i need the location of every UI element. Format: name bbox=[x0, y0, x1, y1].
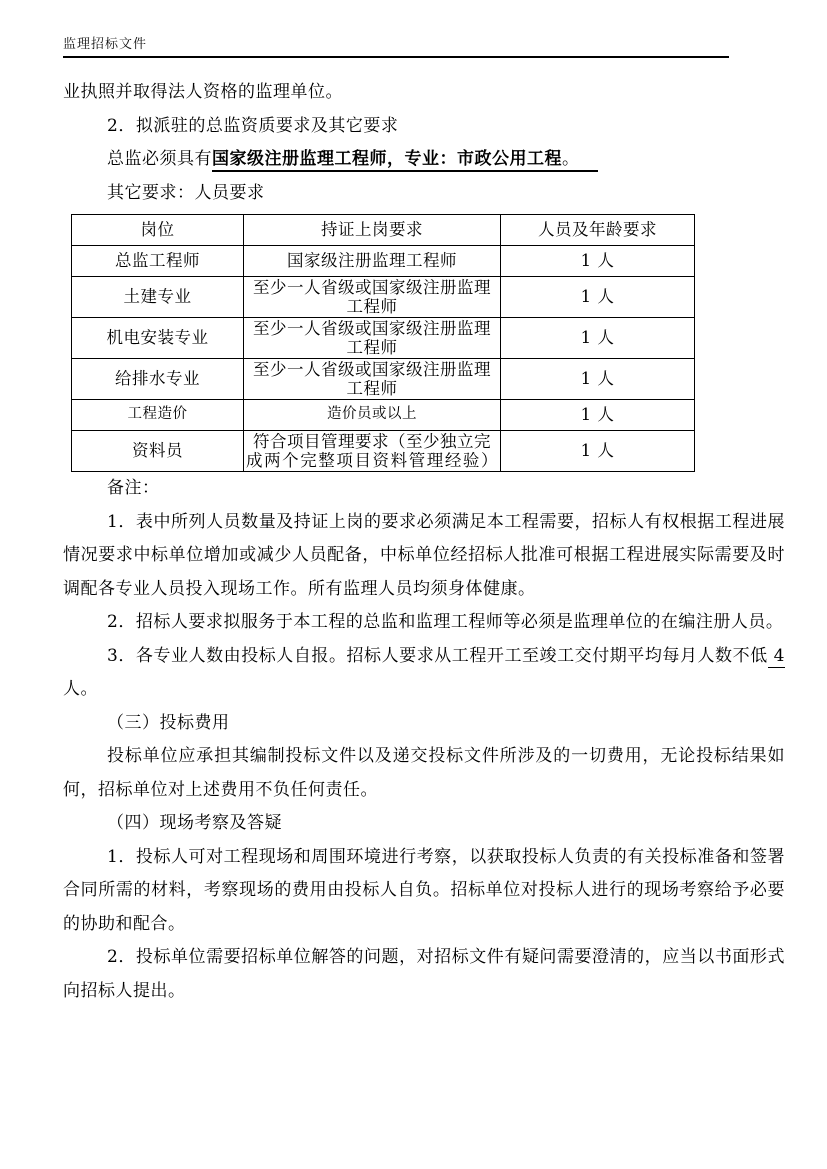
table-row-cost-engineering bbox=[72, 400, 695, 431]
table-row-documentation-clerk bbox=[72, 431, 695, 472]
document-body bbox=[63, 76, 785, 1008]
table-header-row bbox=[72, 215, 695, 246]
chief-requirement-emphasis: 国家级注册监理工程师，专业：市政公用工程 bbox=[212, 149, 562, 172]
column-header-post: 岗位 bbox=[72, 215, 244, 246]
page-header bbox=[63, 36, 729, 58]
paragraph-license-continuation: 业执照并取得法人资格的监理单位。 bbox=[63, 82, 343, 102]
cell-post: 总监工程师 bbox=[72, 246, 244, 277]
header-title: 监理招标文件 bbox=[63, 37, 148, 52]
section-3-title: （三）投标费用 bbox=[107, 712, 230, 733]
column-header-headcount: 人员及年龄要求 bbox=[501, 215, 695, 246]
cell-post: 工程造价 bbox=[72, 400, 244, 431]
section-4-paragraph-1: 1．投标人可对工程现场和周围环境进行考察，以获取投标人负责的有关投标准备和签署合同所需的材料，考察现场的费用由投标人自负。招标单位对投标人进行的现场考察给予必要的协助和配合。 bbox=[63, 846, 785, 934]
cell-count: 1 人 bbox=[501, 431, 695, 472]
cell-requirement: 至少一人省级或国家级注册监理工程师 bbox=[244, 277, 501, 318]
cell-post: 机电安装专业 bbox=[72, 318, 244, 359]
cell-requirement: 造价员或以上 bbox=[244, 400, 501, 431]
cell-post: 给排水专业 bbox=[72, 359, 244, 400]
note-3-underlined-number: 4 bbox=[767, 645, 785, 666]
chief-requirement-period: 。 bbox=[562, 149, 598, 172]
paragraph-chief-supervisor-requirement bbox=[63, 143, 785, 177]
note-3-text: 3．各专业人数由投标人自报。招标人要求从工程开工至竣工交付期平均每月人数不低 bbox=[107, 645, 768, 666]
cell-post: 资料员 bbox=[72, 431, 244, 472]
table-row-water-drainage bbox=[72, 359, 695, 400]
cell-count: 1 人 bbox=[501, 246, 695, 277]
section-3-body: 投标单位应承担其编制投标文件以及递交投标文件所涉及的一切费用，无论投标结果如何，招标单位对上述费用不负任何责任。 bbox=[63, 746, 785, 800]
cell-count: 1 人 bbox=[501, 359, 695, 400]
cell-requirement: 符合项目管理要求（至少独立完成两个完整项目资料管理经验） bbox=[244, 431, 501, 472]
column-header-certification: 持证上岗要求 bbox=[244, 215, 501, 246]
cell-post: 土建专业 bbox=[72, 277, 244, 318]
cell-count: 1 人 bbox=[501, 400, 695, 431]
cell-requirement: 国家级注册监理工程师 bbox=[244, 246, 501, 277]
notes-label: 备注： bbox=[107, 478, 160, 498]
cell-count: 1 人 bbox=[501, 277, 695, 318]
chief-requirement-intro: 总监必须具有 bbox=[107, 149, 212, 169]
header-rule bbox=[63, 56, 729, 58]
table-row-chief-engineer bbox=[72, 246, 695, 277]
cell-requirement: 至少一人省级或国家级注册监理工程师 bbox=[244, 359, 501, 400]
cell-requirement: 至少一人省级或国家级注册监理工程师 bbox=[244, 318, 501, 359]
section-4-title: （四）现场考察及答疑 bbox=[107, 813, 282, 833]
staff-requirements-table bbox=[71, 214, 695, 472]
section-4-paragraph-2: 2．投标单位需要招标单位解答的问题，对招标文件有疑问需要澄清的，应当以书面形式向招标人提出。 bbox=[63, 947, 785, 1001]
paragraph-item2-heading: 2．拟派驻的总监资质要求及其它要求 bbox=[107, 115, 399, 136]
note-3 bbox=[63, 640, 785, 707]
note-1: 1．表中所列人员数量及持证上岗的要求必须满足本工程需要，招标人有权根据工程进展情况要求中标单位增加或减少人员配备，中标单位经招标人批准可根据工程进展实际需要及时调配各专业人员投入现场工作。所有监理人员均须身体健康。 bbox=[63, 511, 785, 599]
paragraph-other-requirements: 其它要求：人员要求 bbox=[107, 182, 265, 203]
note-3-tail: 人。 bbox=[63, 679, 98, 699]
table-row-civil bbox=[72, 277, 695, 318]
note-2: 2．招标人要求拟服务于本工程的总监和监理工程师等必须是监理单位的在编注册人员。 bbox=[107, 612, 784, 632]
cell-count: 1 人 bbox=[501, 318, 695, 359]
table-row-mechanical-electrical bbox=[72, 318, 695, 359]
